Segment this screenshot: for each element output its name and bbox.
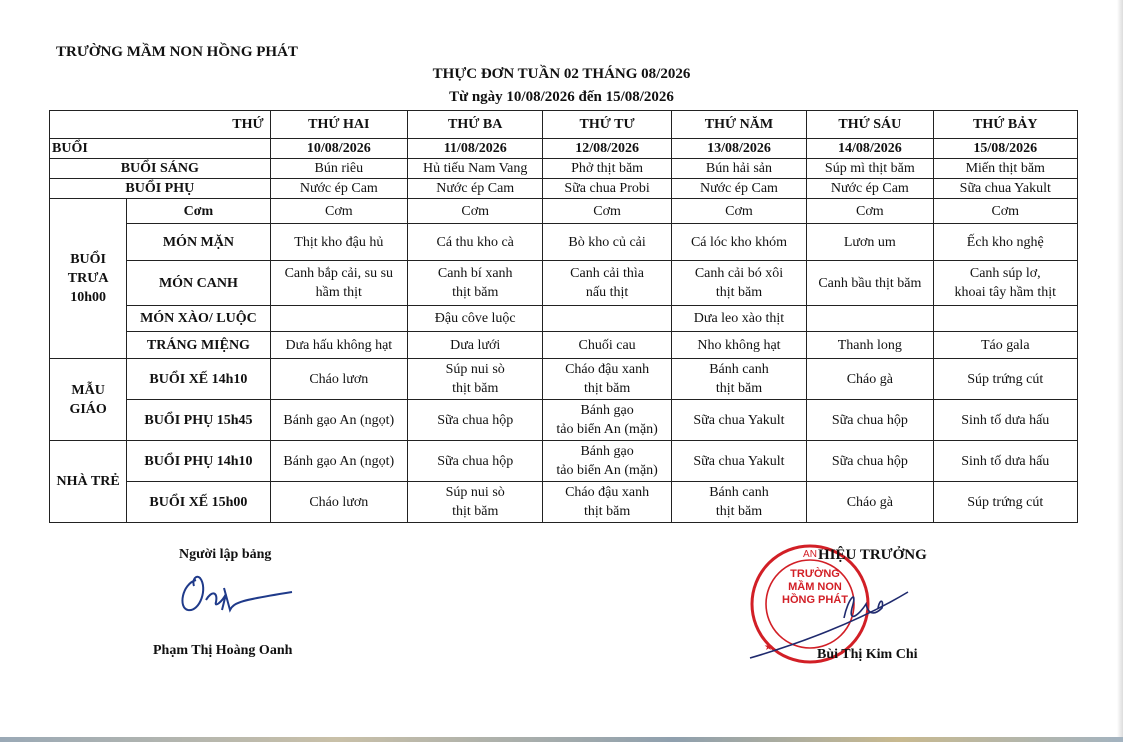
cell-line: Cháo gà — [846, 371, 893, 387]
cell-line: Sinh tố dưa hấu — [961, 453, 1050, 469]
cell-line: Canh cải bó xôi — [694, 266, 784, 281]
preparer-name: Phạm Thị Hoàng Oanh — [153, 643, 293, 658]
row-label: MÓN XÀO/ LUỘC — [127, 306, 270, 332]
cell-line: Canh bầu thịt băm — [818, 275, 922, 291]
menu-cell: Chuối cau — [543, 332, 671, 359]
cell-line: thịt băm — [452, 285, 499, 300]
menu-cell — [408, 261, 543, 306]
menu-cell — [270, 359, 407, 400]
cell-line: Sữa chua hộp — [831, 412, 908, 428]
group-line: GIÁO — [69, 401, 107, 417]
day-date: 11/08/2026 — [408, 139, 543, 159]
day-name: THỨ NĂM — [671, 111, 806, 139]
menu-cell — [671, 359, 806, 400]
menu-cell — [671, 261, 806, 306]
menu-cell: Nước ép Cam — [671, 179, 806, 199]
row-label: TRÁNG MIỆNG — [127, 332, 270, 359]
menu-cell: Cá lóc kho khóm — [671, 224, 806, 261]
menu-cell — [543, 359, 671, 400]
cell-line: thịt băm — [715, 285, 763, 300]
menu-cell — [408, 359, 543, 400]
menu-cell — [543, 306, 671, 332]
cell-line: Cháo lươn — [309, 494, 369, 510]
row-label: BUỔI XẾ 14h10 — [127, 359, 270, 400]
cell-line: nấu thịt — [585, 285, 629, 300]
menu-cell — [270, 306, 407, 332]
com-row — [50, 199, 1078, 224]
menu-cell: Táo gala — [933, 332, 1077, 359]
row-label: MÓN MẶN — [127, 224, 270, 261]
menu-cell — [933, 482, 1077, 523]
buoi-sang-row — [50, 159, 1078, 179]
menu-cell — [408, 482, 543, 523]
menu-cell — [270, 482, 407, 523]
menu-cell — [408, 441, 543, 482]
cell-line: Sữa chua hộp — [437, 412, 514, 428]
cell-line: Cháo đậu xanh — [565, 485, 650, 500]
menu-cell — [807, 441, 933, 482]
mg-buoi-phu-row — [50, 400, 1078, 441]
menu-cell: Đậu côve luộc — [408, 306, 543, 332]
menu-cell: Sữa chua Probi — [543, 179, 671, 199]
menu-cell: Hủ tiếu Nam Vang — [408, 159, 543, 179]
cell-line: Canh súp lơ, — [969, 266, 1041, 281]
menu-cell — [933, 359, 1077, 400]
cell-line: thịt băm — [715, 504, 763, 519]
cell-line: Sữa chua hộp — [437, 453, 514, 469]
row-label: BUỔI XẾ 15h00 — [127, 482, 270, 523]
cell-line: Bánh gạo — [580, 403, 634, 418]
day-header-row — [50, 111, 1078, 139]
menu-cell: Nước ép Cam — [408, 179, 543, 199]
scan-bottom-strip — [0, 737, 1123, 742]
menu-cell — [933, 306, 1077, 332]
menu-cell — [807, 306, 933, 332]
cell-line: thịt băm — [583, 381, 631, 396]
group-line: TRƯA — [67, 271, 109, 286]
nt-buoi-phu-row — [50, 441, 1078, 482]
cell-line: Sinh tố dưa hấu — [961, 412, 1050, 428]
stamp-star-icon: ★ — [764, 642, 773, 653]
cell-line: tảo biển An (mặn) — [556, 422, 658, 437]
stamp-line: MẦM NON — [788, 581, 842, 593]
cell-line: Bánh gạo An (ngọt) — [283, 453, 395, 469]
thu-label: THỨ — [50, 111, 271, 139]
cell-line: Súp nui sò — [445, 362, 505, 377]
cell-line: hầm thịt — [315, 285, 362, 300]
menu-cell — [933, 441, 1077, 482]
menu-cell — [543, 441, 671, 482]
day-name: THỨ BẢY — [933, 111, 1077, 139]
day-name: THỨ HAI — [270, 111, 407, 139]
cell-line: Bánh canh — [709, 362, 769, 377]
cell-line: Bánh canh — [709, 485, 769, 500]
school-name: TRƯỜNG MẦM NON HỒNG PHÁT — [56, 44, 298, 60]
principal-title: HIỆU TRƯỞNG — [818, 547, 927, 563]
menu-cell: Cơm — [933, 199, 1077, 224]
menu-cell — [270, 261, 407, 306]
menu-cell: Nho không hạt — [671, 332, 806, 359]
group-line: BUỔI — [70, 252, 106, 267]
menu-cell: Súp mì thịt băm — [807, 159, 933, 179]
cell-line: Súp nui sò — [445, 485, 505, 500]
buoi-label: BUỔI — [50, 139, 271, 159]
trang-mieng-row — [50, 332, 1078, 359]
cell-line: Sữa chua hộp — [831, 453, 908, 469]
menu-cell: Thanh long — [807, 332, 933, 359]
weekly-menu-table — [49, 110, 1078, 523]
menu-cell: Miến thịt băm — [933, 159, 1077, 179]
menu-cell: Sữa chua Yakult — [933, 179, 1077, 199]
group-buoi-trua — [50, 199, 127, 359]
menu-cell: Ếch kho nghệ — [933, 224, 1077, 261]
menu-cell: Dưa lưới — [408, 332, 543, 359]
menu-cell — [671, 441, 806, 482]
principal-name: Bùi Thị Kim Chi — [817, 647, 918, 662]
menu-cell — [671, 400, 806, 441]
menu-cell — [807, 359, 933, 400]
cell-line: khoai tây hầm thịt — [954, 285, 1056, 300]
day-date: 13/08/2026 — [671, 139, 806, 159]
menu-cell: Bò kho củ cải — [543, 224, 671, 261]
menu-cell: Nước ép Cam — [270, 179, 407, 199]
mon-man-row — [50, 224, 1078, 261]
cell-line: Súp trứng cút — [967, 494, 1044, 510]
day-date: 12/08/2026 — [543, 139, 671, 159]
date-range: Từ ngày 10/08/2026 đến 15/08/2026 — [449, 89, 674, 105]
day-date: 15/08/2026 — [933, 139, 1077, 159]
menu-cell: Bún hải sản — [671, 159, 806, 179]
date-row — [50, 139, 1078, 159]
menu-cell — [543, 482, 671, 523]
menu-cell — [933, 261, 1077, 306]
day-date: 14/08/2026 — [807, 139, 933, 159]
cell-line: Cháo gà — [846, 494, 893, 510]
menu-cell: Cơm — [543, 199, 671, 224]
cell-line: thịt băm — [715, 381, 763, 396]
menu-cell — [807, 261, 933, 306]
document-title: THỰC ĐƠN TUẦN 02 THÁNG 08/2026 — [432, 66, 691, 82]
cell-line: Sữa chua Yakult — [693, 453, 785, 469]
menu-cell: Dưa hấu không hạt — [270, 332, 407, 359]
menu-cell: Bún riêu — [270, 159, 407, 179]
cell-line: thịt băm — [452, 381, 499, 396]
menu-cell: Cơm — [270, 199, 407, 224]
group-nha-tre: NHÀ TRẺ — [50, 441, 127, 523]
cell-line: Bánh gạo An (ngọt) — [283, 412, 395, 428]
day-date: 10/08/2026 — [270, 139, 407, 159]
menu-cell: Cá thu kho cà — [408, 224, 543, 261]
menu-cell: Cơm — [671, 199, 806, 224]
mon-canh-row — [50, 261, 1078, 306]
menu-cell: Nước ép Cam — [807, 179, 933, 199]
group-line: MẪU — [71, 382, 105, 398]
menu-cell: Dưa leo xào thịt — [671, 306, 806, 332]
cell-line: thịt băm — [452, 504, 499, 519]
day-name: THỨ BA — [408, 111, 543, 139]
cell-line: Cháo lươn — [309, 371, 369, 387]
row-label: Cơm — [127, 199, 270, 224]
menu-cell: Phở thịt băm — [543, 159, 671, 179]
cell-line: Bánh gạo — [580, 444, 634, 459]
page-edge — [1117, 0, 1123, 742]
row-label: BUỔI PHỤ — [50, 179, 271, 199]
row-label: BUỔI PHỤ 15h45 — [127, 400, 270, 441]
cell-line: Canh cải thìa — [570, 266, 645, 281]
nt-buoi-xe-row — [50, 482, 1078, 523]
cell-line: Canh bắp cải, su su — [284, 266, 394, 281]
menu-cell — [671, 482, 806, 523]
menu-cell: Cơm — [807, 199, 933, 224]
mon-xao-row — [50, 306, 1078, 332]
menu-cell — [807, 482, 933, 523]
cell-line: tảo biển An (mặn) — [556, 463, 658, 478]
menu-cell — [408, 400, 543, 441]
cell-line: Canh bí xanh — [437, 266, 513, 281]
menu-cell — [270, 400, 407, 441]
stamp-line: TRƯỜNG — [790, 568, 840, 580]
day-name: THỨ TƯ — [543, 111, 671, 139]
buoi-phu-row — [50, 179, 1078, 199]
preparer-title: Người lập bảng — [179, 547, 272, 562]
mg-buoi-xe-row — [50, 359, 1078, 400]
group-mau-giao — [50, 359, 127, 441]
cell-line: thịt băm — [583, 504, 631, 519]
row-label: BUỔI PHỤ 14h10 — [127, 441, 270, 482]
menu-cell: Cơm — [408, 199, 543, 224]
menu-cell — [270, 441, 407, 482]
group-line: 10h00 — [70, 290, 106, 305]
stamp-line: HỒNG PHÁT — [782, 594, 848, 606]
menu-cell: Thịt kho đậu hủ — [270, 224, 407, 261]
row-label: MÓN CANH — [127, 261, 270, 306]
menu-cell — [933, 400, 1077, 441]
menu-cell — [543, 400, 671, 441]
cell-line: Cháo đậu xanh — [565, 362, 650, 377]
menu-cell: Lươn um — [807, 224, 933, 261]
preparer-signature-icon — [172, 570, 297, 620]
day-name: THỨ SÁU — [807, 111, 933, 139]
row-label: BUỔI SÁNG — [50, 159, 271, 179]
menu-cell — [807, 400, 933, 441]
cell-line: Sữa chua Yakult — [693, 412, 785, 428]
stamp-ring-text: AN — [803, 549, 817, 560]
cell-line: Súp trứng cút — [967, 371, 1044, 387]
menu-cell — [543, 261, 671, 306]
